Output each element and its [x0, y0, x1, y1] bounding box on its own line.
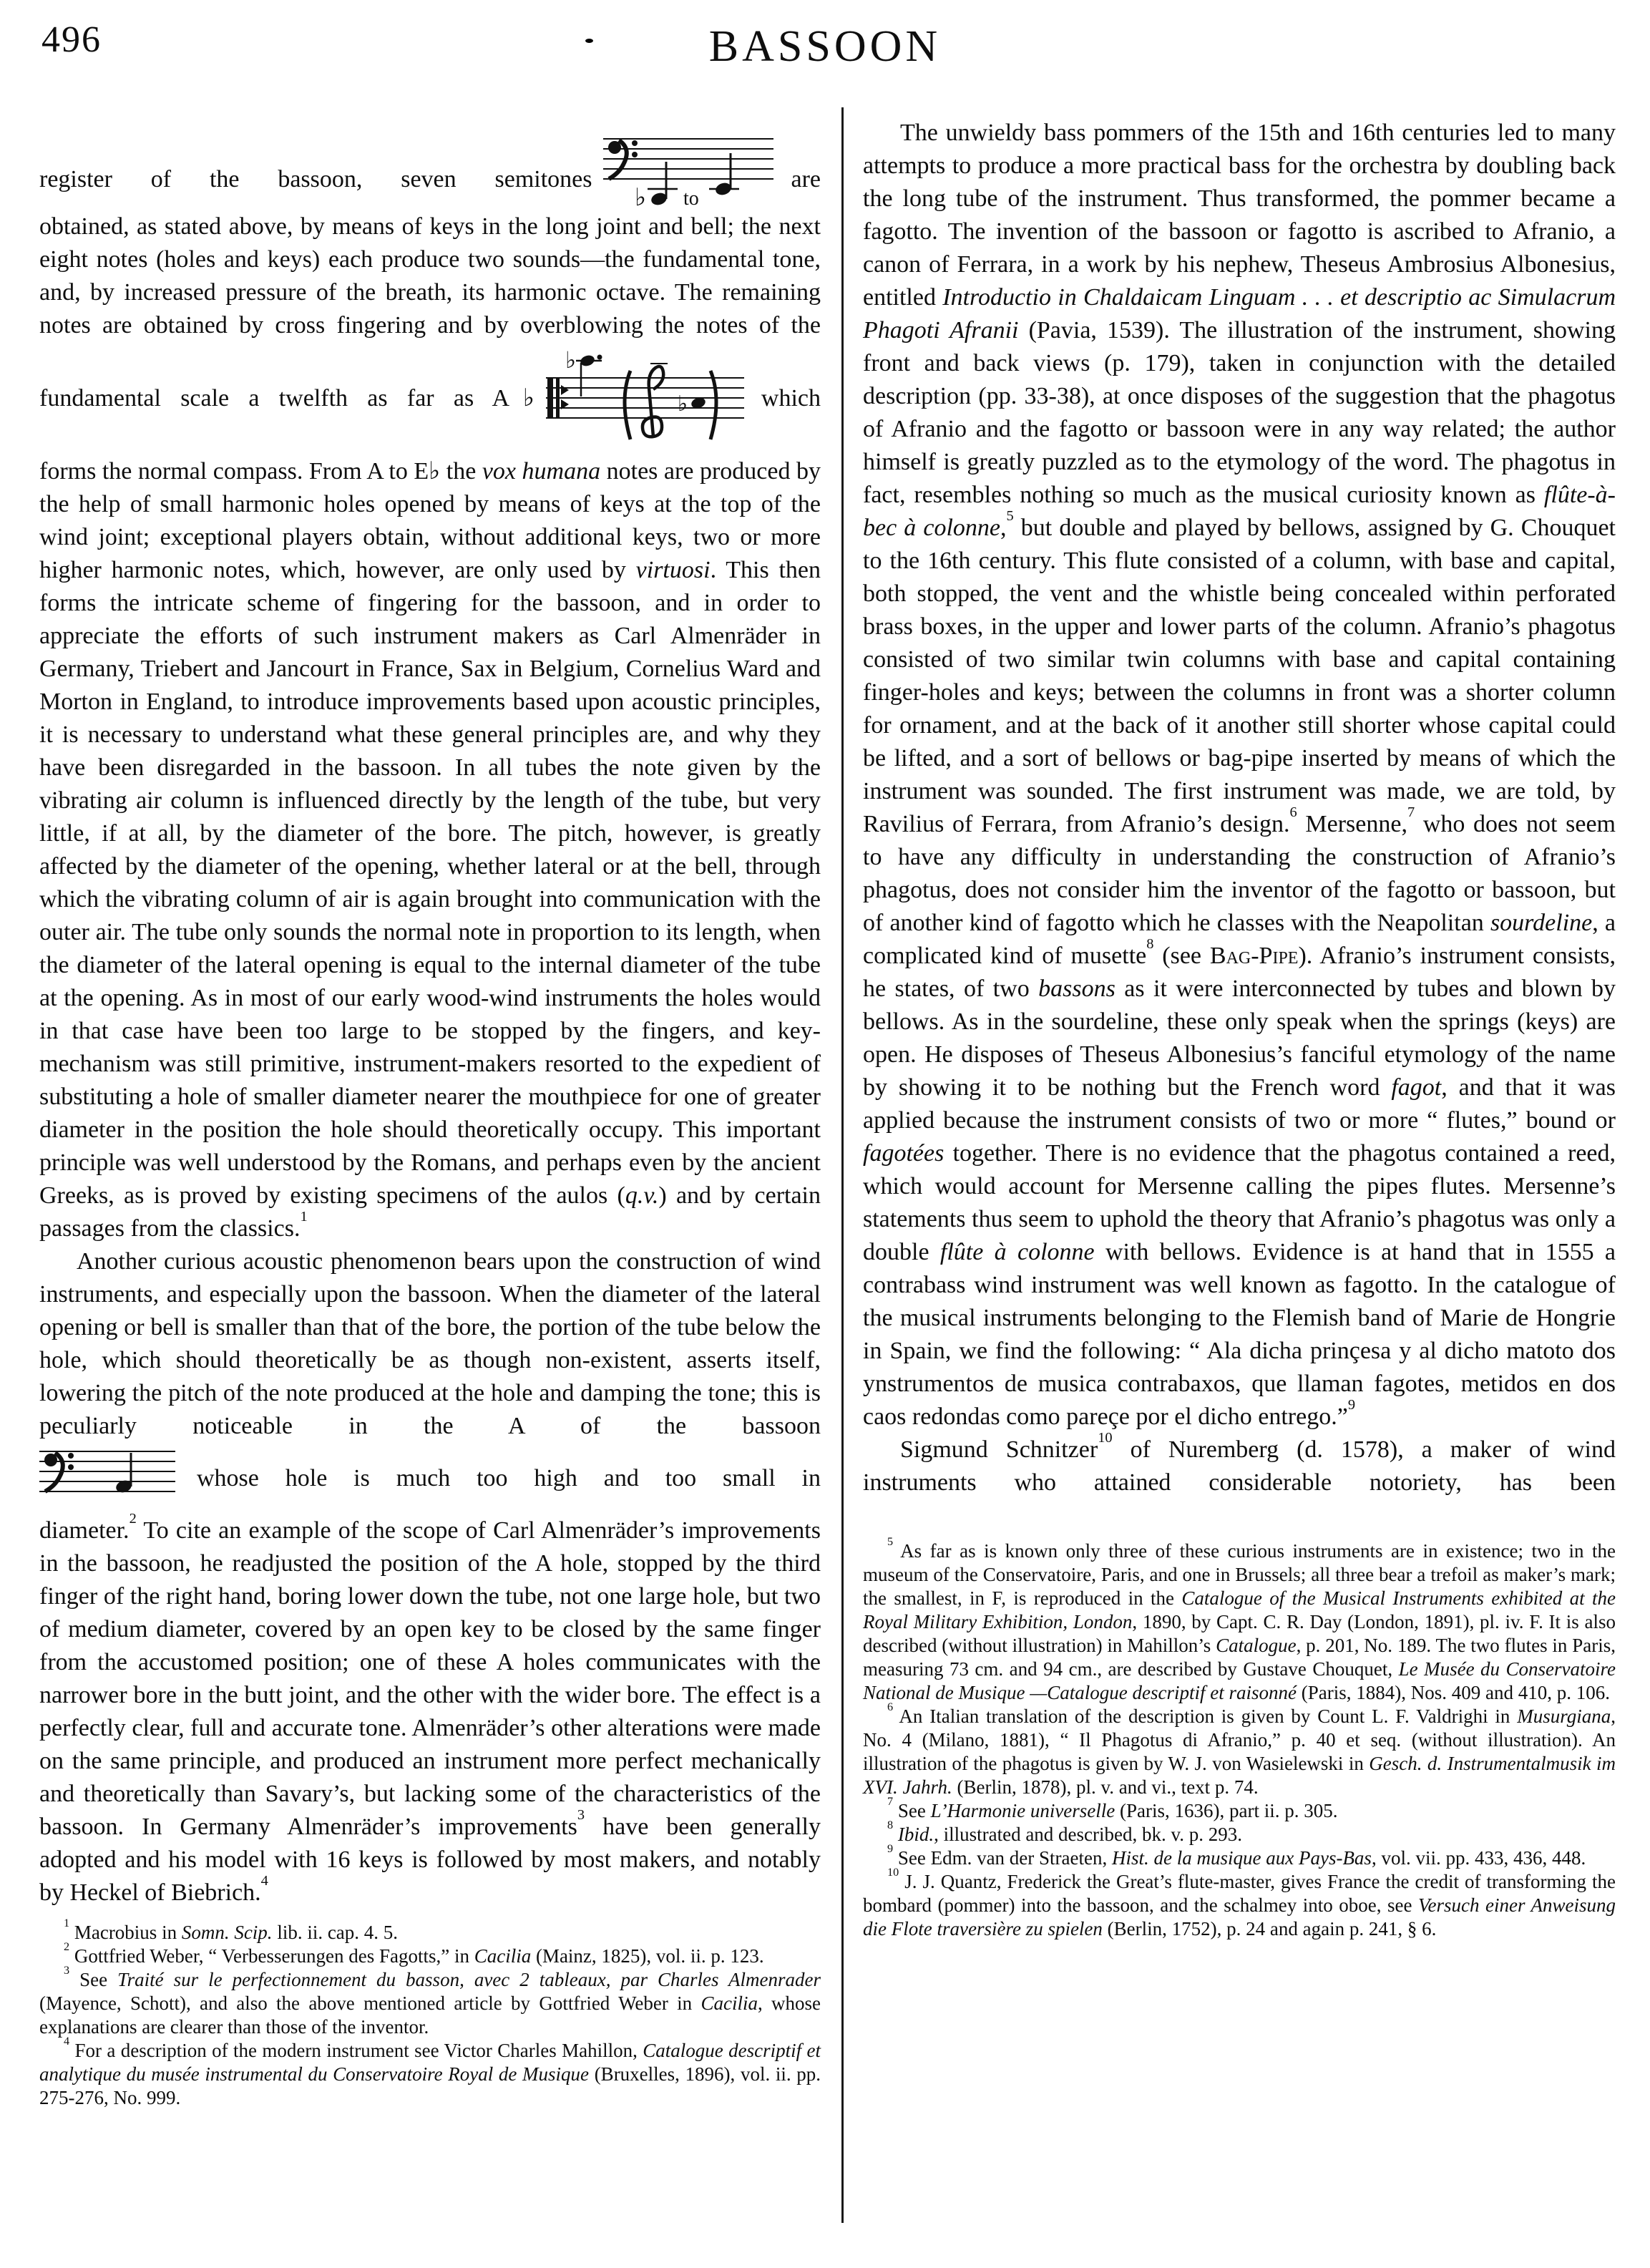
para-pommers: The unwieldy bass pommers of the 15th and 16th centuries led to many attempts to produce a more practical bass for the orchestra by doubling back the long tube of the instrument. Thus transformed, the pommer became a fagotto. The invention of the bassoon or fagotto is ascribed to Afranio, a canon of Ferrara, in a work by his nephew, Theseus Ambrosius Albonesius, entitled Introductio in Chaldaicam Linguam . . . et descriptio ac Simulacrum Phagoti Afranii (Pavia, 1539). The illustration of the instrument, showing front and back views (p. 179), taken in conjunction with the detailed description (pp. 33-38), at once disposes of the suggestion that the phagotus of Afranio and the fagotto or bassoon were in any way related; the author himself is greatly puzzled as to the etymology of the word. The phagotus in fact, resembles nothing so much as the musical curiosity known as flûte-à-bec à colonne,$^5$ but double and played by bellows, assigned by G. Chouquet to the 16th century. This flute consisted of a column, with base and capital, both stopped, the vent and the whistle being concealed within perforated brass boxes, in the upper and lower parts of the column. Afranio’s phagotus consisted of two similar twin columns with base and capital containing finger-holes and keys; between the columns in front was a shorter column for ornament, and at the back of it another still shorter whose capital could be lifted, and a sort of bellows or bag-pipe inserted by means of which the instrument was sounded. The first instrument was made, we are told, by Ravilius of Ferrara, from Afranio’s design.$^6$ Mersenne,$^7$ who does not seem to have any difficulty in understanding the construction of Afranio’s phagotus, does not consider him the inventor of the fagotto or bassoon, but of another kind of fagotto which he classes with the Neapolitan sourdeline, a complicated kind of musette$^8$ (see Bag-Pipe). Afranio’s instrument consists, he states, of two bassons as it were interconnected by tubes and blown by bellows. As in the sourdeline, these only speak when the springs (keys) are open. He disposes of Theseus Albonesius’s fanciful etymology of the name by showing it to be nothing but the French word fagot, and that it was applied because the instrument consists of two or more “ flutes,” bound or fagotées together. There is no evidence that the phagotus contained a reed, which would account for Mersenne calling the pipes flutes. Mersenne’s statements thus seem to uphold the theory that Afranio’s phagotus was only a double flûte à colonne with bellows. Evidence is at hand that in 1555 a contrabass wind instrument was well known as fagotto. In the catalogue of the musical instruments belonging to the Flemish band of Marie de Hongrie in Spain, we find the following: “ Ala dicha prinçesa y al dicho matoto dos ynstrumentos de musica contrabaxos, que llaman fagotes, metidos en dos caos redondas como pareçe por el dicho entrego.”$^9$ — [863, 120, 1616, 1430]
left-footnotes — [39, 1916, 821, 2110]
footnote-7: $^7$ See L’Harmonie universelle (Paris, 1636), part ii. p. 305. — [887, 1794, 1338, 1821]
whose-text-after: whose hole is much too high and too small in — [197, 1465, 821, 1491]
right-column — [863, 117, 1616, 1941]
left-column — [39, 130, 821, 2110]
music-notation-bass-a-note-icon — [39, 1446, 175, 1512]
right-footnotes — [863, 1534, 1616, 1941]
para-compass: forms the normal compass. From A to E♭ the vox humana notes are produced by the help of small harmonic holes opened by means of keys at the top of the wind joint; exceptional players obtain, without additional keys, two or more higher harmonic notes, which, however, are only used by virtuosi. This then forms the intricate scheme of fingering for the bassoon, and in order to appreciate the efforts of such instrument makers as Carl Almenräder in Germany, Triebert and Jancourt in France, Sax in Belgium, Cornelius Ward and Morton in England, to introduce improvements based upon acoustic principles, it is necessary to understand what these general principles are, and why they have been disregarded in the bassoon. In all tubes the note given by the vibrating air column is influenced directly by the length of the tube, but very little, if at all, by the diameter of the bore. The pitch, however, is greatly affected by the diameter of the opening, whether lateral or at the bell, through which the vibrating column of air is again brought into communication with the outer air. The tube only sounds the normal note in proportion to its length, when the diameter of the lateral opening is equal to the internal diameter of the tube at the opening. As in most of our early wood-wind instruments the holes would in that case have been too large to be stopped by the fingers, and key-mechanism was still primitive, instrument-makers resorted to the expedient of substituting a hole of smaller diameter nearer the mouthpiece for one of greater diameter in the position the hole should theoretically occupy. This important principle was well understood by the Romans, and perhaps even by the ancient Greeks, as is proved by existing specimens of the aulos (q.v.) and by certain passages from the classics.$^1$ — [39, 458, 821, 1242]
music-to-label: to — [683, 188, 700, 208]
footnote-2: $^2$ Gottfried Weber, “ Verbesserungen des Fagotts,” in Cacilia (Mainz, 1825), vol. ii. p. 123. — [64, 1940, 764, 1967]
para-another: Another curious acoustic phenomenon bears upon the construction of wind instruments, and especially upon the bassoon. When the diameter of the lateral opening or bell is smaller than that of the bore, the portion of the tube below the hole, which should theoretically be as though non-existent, asserts itself, lowering the pitch of the note produced at the hole and damping the tone; this is peculiarly noticeable in the A of the bassoon — [39, 1248, 821, 1439]
footnote-3: $^3$ See Traité sur le perfectionnement du basson, avec 2 tableaux, par Charles Almenrader (Mayence, Schott), and also the above mentioned article by Gottfried Weber in Cacilia, whose explanations are clearer than those of the inventor. — [39, 1963, 821, 2038]
footnote-10: $^{10}$ J. J. Quantz, Frederick the Great’s flute-master, gives France the credit of transforming the bombard (pommer) into the bassoon, and the schalmey into oboe, see Versuch einer Anweisung die Flote traversière zu spielen (Berlin, 1752), p. 24 and again p. 241, § 6. — [863, 1865, 1616, 1940]
para-schnitzer: Sigmund Schnitzer$^{10}$ of Nuremberg (d. 1578), a maker of wind instruments who attained considerable notoriety, has been — [863, 1429, 1616, 1496]
twelfth-text-after: which — [761, 385, 821, 412]
music-notation-tenor-high-ab-icon — [546, 345, 744, 452]
para-obtained: obtained, as stated above, by means of keys in the long joint and bell; the next eight notes (holes and keys) each produce two sounds—the fundamental tone, and, by increased pressure of the breath, its harmonic octave. The remaining notes are obtained by cross fingering and by overblowing the notes of the — [39, 213, 821, 339]
footnote-8: $^8$ Ibid., illustrated and described, bk. v. p. 293. — [887, 1818, 1242, 1845]
ink-speck — [585, 39, 593, 43]
page-title: BASSOON — [708, 22, 942, 71]
para-diameter: diameter.$^2$ To cite an example of the scope of Carl Almenräder’s improvements in the bassoon, he readjusted the position of the A hole, stopped by the third finger of the right hand, boring lower down the tube, not one large hole, but two of medium diameter, covered by an open key to be closed by the same finger from the accustomed position; one of these A holes communicates with the narrower bore in the butt joint, and the other with the wider bore. The effect is a perfectly clear, full and accurate tone. Almenräder’s other alterations were made on the same principle, and produced an instrument more perfect mechanically and theoretically than Savary’s, but lacking some of the characteristics of the bassoon. In Germany Almenräder’s improvements$^3$ have been generally adopted and his model with 16 keys is followed by most makers, and notably by Heckel of Biebrich.$^4$ — [39, 1510, 821, 1906]
footnote-4: $^4$ For a description of the modern instrument see Victor Charles Mahillon, Catalogue descriptif et analytique du musée instrumental du Conservatoire Royal de Musique (Bruxelles, 1896), vol. ii. pp. 275-276, No. 999. — [39, 2034, 821, 2108]
column-divider — [841, 107, 844, 2223]
page-number: 496 — [42, 19, 102, 60]
music-notation-bass-semitones-icon — [603, 133, 773, 208]
music-line-semitones — [39, 133, 821, 208]
music-line-twelfth — [39, 345, 821, 452]
svg-text:♭: ♭ — [565, 346, 576, 374]
music-line-whose — [39, 1446, 821, 1512]
semitones-text-after: are — [791, 166, 821, 193]
footnote-5: $^5$ As far as is known only three of these curious instruments are in existence; two in the museum of the Conservatoire, Paris, and one in Brussels; all three bear a trefoil as maker’s mark; the smallest, in F, is reproduced in the Catalogue of the Musical Instruments exhibited at the Royal Military Exhibition, London, 1890, by Capt. C. R. Day (London, 1891), pl. iv. F. It is also described (without illustration) in Mahillon’s Catalogue, p. 201, No. 189. The two flutes in Paris, measuring 73 cm. and 94 cm., are described by Gustave Chouquet, Le Musée du Conservatoire National de Musique —Catalogue descriptif et raisonné (Paris, 1884), Nos. 409 and 410, p. 106. — [863, 1534, 1616, 1703]
footnote-9: $^9$ See Edm. van der Straeten, Hist. de la musique aux Pays-Bas, vol. vii. pp. 433, 436, 448. — [887, 1841, 1586, 1869]
svg-text:♭: ♭ — [677, 391, 688, 417]
twelfth-text-before: fundamental scale a twelfth as far as A♭ — [39, 385, 534, 412]
semitones-text-before: register of the bassoon, seven semitones — [39, 166, 592, 193]
svg-text:♭: ♭ — [635, 183, 647, 208]
footnote-6: $^6$ An Italian translation of the description is given by Count L. F. Valdrighi in Musurgiana, No. 4 (Milano, 1881), “ Il Phagotus di Afranio,” p. 40 et seq. (without illustration). An illustration of the phagotus is given by W. J. von Wasielewski in Gesch. d. Instrumentalmusik im XVI. Jahrh. (Berlin, 1878), pl. v. and vi., text p. 74. — [863, 1700, 1616, 1798]
footnote-1: $^1$ Macrobius in Somn. Scip. lib. ii. cap. 4. 5. — [64, 1916, 399, 1943]
